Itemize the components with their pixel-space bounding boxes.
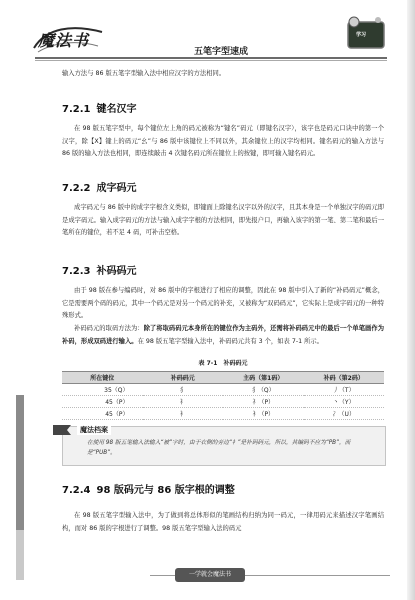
table-caption: 表 7-1 补码码元 [198, 360, 248, 367]
table-header-cell: 补码码元 [143, 372, 224, 384]
side-thumb-tab-light [16, 530, 24, 580]
ribbon-icon [53, 423, 71, 437]
table-cell: 丿（T） [304, 384, 385, 396]
table-header-row [62, 372, 384, 384]
logo-text: 魔法书 [38, 31, 90, 50]
tip-box [62, 426, 386, 466]
table-row [62, 396, 384, 408]
header-rule [35, 57, 387, 59]
table-header-cell: 主码（第1码） [223, 372, 304, 384]
table-cell: 礻（P） [223, 396, 304, 408]
section-body-7-2-2: 成字码元与 86 版中的成字字根含义类似，即键面上除键名汉字以外的汉字，且其本身是一个单独汉字的码元即是成字码元。输入成字码元的方法与输入成字字根的方法相同，即先报户口，再输入该字的第一笔、第二笔和最后一笔所在的键位，若不足 4 码，可补击空格。 [62, 204, 384, 236]
section-body-7-2-3-a: 由于 98 版在参与编码时，对 86 版中的字根进行了相应的调整，因此在 98 版中引入了新的“补码码元”概念，它是需要两个码的码元，其中一个码元是对另一个码元的补充，又被称为“双码码元”，它实际上是成字码元的一种特殊形式。 [62, 287, 384, 319]
section-title: 成字码元 [96, 183, 137, 194]
table-cell: 35（Q） [62, 384, 143, 396]
section-number: 7.2.2 [62, 183, 91, 194]
section-title: 键名汉字 [96, 104, 137, 115]
body-text: 在 98 版五笔字型输入法中，补码码元共有 3 个，如表 7-1 所示。 [137, 337, 324, 345]
page-edge-shadow [407, 0, 415, 600]
book-logo [32, 22, 104, 56]
section-body-7-2-3-b [62, 323, 384, 348]
tip-label: 魔法档案 [77, 425, 111, 435]
intro-paragraph: 输入方法与 86 版五笔字型输入法中相应汉字的方法相同。 [62, 70, 226, 77]
table-cell: 45（P） [62, 408, 143, 420]
supplement-code-table [62, 371, 384, 420]
section-heading-7-2-2 [62, 182, 136, 196]
table-row [62, 408, 384, 420]
section-number: 7.2.4 [62, 485, 91, 496]
section-heading-7-2-4 [62, 484, 235, 498]
table-cell: 衤（P） [223, 408, 304, 420]
table-cell: 丶（Y） [304, 396, 385, 408]
table-header-cell: 所在键位 [62, 372, 143, 384]
section-title: 98 版码元与 86 版字根的调整 [96, 485, 235, 496]
section-heading-7-2-3 [62, 265, 136, 279]
table-row [62, 384, 384, 396]
section-heading-7-2-1 [62, 103, 136, 117]
table-header-cell: 补码（第2码） [304, 372, 385, 384]
side-thumb-tab [16, 395, 24, 530]
section-body-7-2-4: 在 98 版五笔字型输入法中，为了做到将总体形似的笔画结构归纳为同一码元，一律用码元来描述汉字笔画结构，而对 86 版的字根进行了调整。98 版五笔字型输入法的码元 [62, 512, 384, 532]
table-cell: 冫（U） [304, 408, 385, 420]
table-cell: 犭（Q） [223, 384, 304, 396]
table-cell: 礻 [143, 396, 224, 408]
footer-label: 一学就会魔法书 [175, 568, 245, 582]
section-title: 补码码元 [96, 266, 137, 277]
tip-text: 在使用 98 版五笔输入法输入“被”字时，由于衣侧的旁边“衤”是补码码元，所以，其编码不应为“PB”，而是“PUB”。 [87, 440, 351, 456]
table-cell: 犭 [143, 384, 224, 396]
body-text-bold: 除了将取码码元本身所在的键位作为主码外，还需将补码码元中的最后一个单笔画作为补码，形成双码进行输入。 [62, 325, 385, 345]
header-rule-thin [35, 60, 387, 61]
table-cell: 衤 [143, 408, 224, 420]
section-number: 7.2.1 [62, 104, 91, 115]
table-cell: 45（P） [62, 396, 143, 408]
header-title: 五笔字型速成 [194, 47, 249, 57]
section-number: 7.2.3 [62, 266, 91, 277]
page-content [62, 68, 385, 532]
corner-label: 学习 [356, 32, 367, 38]
section-body-7-2-1: 在 98 版五笔字型中，每个键位左上角的码元被称为“键名”码元（即键名汉字），该字也是码元口诀中的第一个汉字，除【X】键上的码元“幺”与 86 版中该键位上不同以外，其余键位上的汉字均相同。键名码元的输入方法与 86 版的输入方法也相同，即连续敲击 4 次键名码元所在键位上的按键，即可输入键名码元。 [62, 125, 384, 157]
body-text: 补码码元的取码方法为： [74, 325, 144, 332]
